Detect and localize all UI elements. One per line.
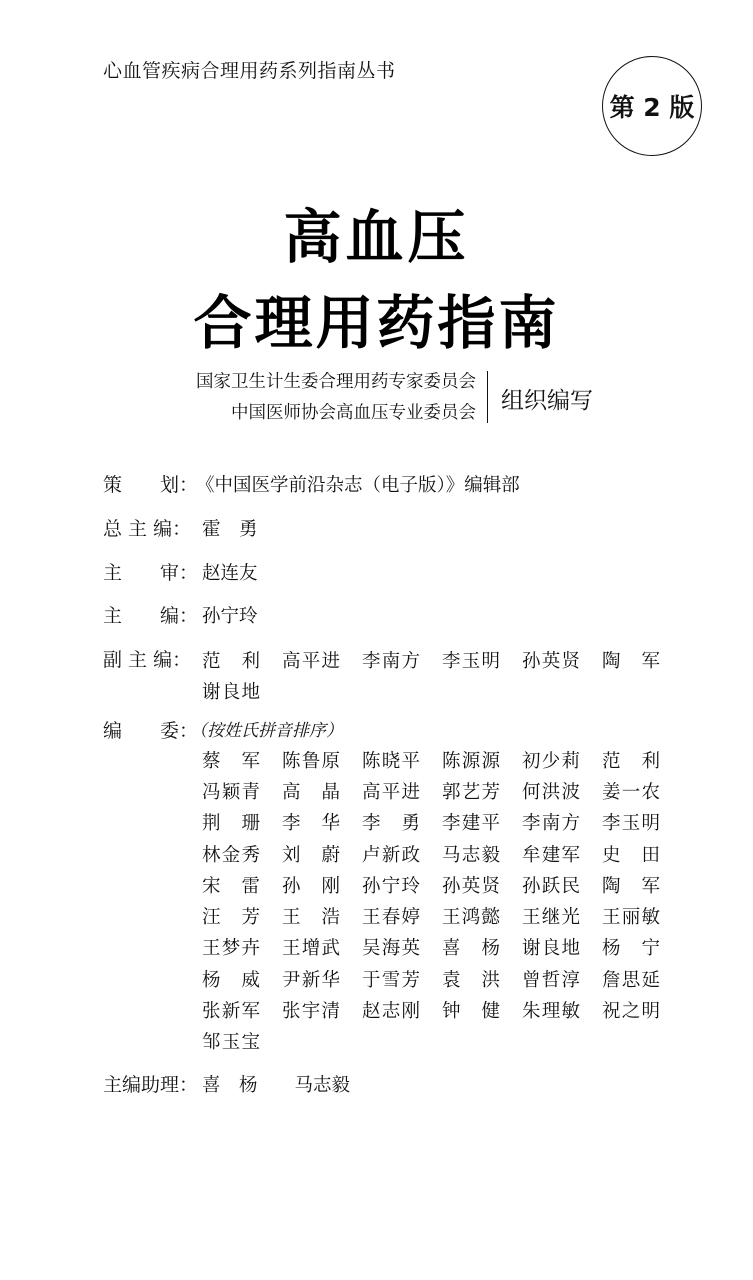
- person-name-text: 王 春 婷: [362, 907, 420, 929]
- person-name-text: 朱 理 敏: [522, 1001, 580, 1023]
- person-name-text: 李 勇: [362, 813, 420, 835]
- person-name-text: 喜 杨: [442, 938, 500, 960]
- person-name: [282, 934, 362, 960]
- person-name: [362, 809, 442, 835]
- person-name-text: 范 利: [202, 650, 260, 672]
- person-name: [282, 903, 362, 929]
- person-name: [442, 872, 522, 898]
- person-name: [362, 747, 442, 773]
- person-name-text: 马 志 毅: [442, 844, 500, 866]
- person-name: [282, 872, 362, 898]
- person-name: [602, 841, 660, 867]
- name-row: [202, 1026, 672, 1057]
- book-title-line-2: 合理用药指南: [193, 289, 560, 357]
- person-name-text: 高 平 进: [362, 781, 420, 803]
- edition-badge: 第 2 版: [602, 56, 702, 156]
- person-name-text: 张 新 军: [202, 1001, 260, 1023]
- person-name: [522, 778, 602, 804]
- person-name-text: 孙 刚: [282, 875, 340, 897]
- person-name: [602, 872, 660, 898]
- person-name: [282, 778, 362, 804]
- organizer-role: 组织编写: [501, 388, 593, 414]
- book-title-line-1: 高血压: [283, 203, 470, 271]
- person-name-text: 刘 蔚: [282, 844, 340, 866]
- person-name: [282, 647, 362, 673]
- name-row: [202, 744, 672, 775]
- name-row: [202, 807, 672, 838]
- person-name: [442, 841, 522, 867]
- person-name-text: 李 南 方: [522, 813, 580, 835]
- name-row: [202, 644, 672, 675]
- person-name-text: 史 田: [602, 844, 660, 866]
- person-name-text: 邹 玉 宝: [202, 1032, 260, 1054]
- person-name: [442, 903, 522, 929]
- name-row: [202, 675, 672, 706]
- person-name-text: 高 平 进: [282, 650, 340, 672]
- person-name: [202, 903, 282, 929]
- person-name-text: 尹 新 华: [282, 969, 340, 991]
- person-name-text: 宋 雷: [202, 875, 260, 897]
- person-name: [602, 966, 660, 992]
- series-title: 心血管疾病合理用药系列指南丛书: [103, 60, 396, 82]
- person-name-text: 张 宇 清: [282, 1001, 340, 1023]
- person-name: [442, 747, 522, 773]
- name-row: [202, 869, 672, 900]
- person-name: [522, 841, 602, 867]
- planner-value: 《中国医学前沿杂志（电子版）》编辑部: [196, 475, 520, 496]
- person-name-text: 何 洪 波: [522, 781, 580, 803]
- person-name-text: 钟 健: [442, 1001, 500, 1023]
- organizer-2: 中国医师协会高血压专业委员会: [231, 403, 476, 423]
- person-name-text: 林 金 秀: [202, 844, 260, 866]
- organizers-block: [154, 367, 476, 429]
- person-name-text: 谢 良 地: [202, 681, 260, 703]
- person-name: [202, 997, 282, 1023]
- person-name-text: 詹 思 延: [602, 969, 660, 991]
- deputy-editors-list: [202, 644, 672, 707]
- person-name: [602, 809, 660, 835]
- person-name: [362, 778, 442, 804]
- person-name-text: 王 丽 敏: [602, 907, 660, 929]
- person-name-text: 孙 跃 民: [522, 875, 580, 897]
- committee-note: （按姓氏拼音排序）: [190, 721, 343, 741]
- person-name-text: 杨 威: [202, 969, 260, 991]
- person-name: [602, 903, 660, 929]
- person-name: [202, 1028, 282, 1054]
- person-name-text: 李 南 方: [362, 650, 420, 672]
- person-name-text: 陈 晓 平: [362, 750, 420, 772]
- person-name-text: 王 梦 卉: [202, 938, 260, 960]
- person-name-text: 孙 宁 玲: [362, 875, 420, 897]
- person-name-text: 牟 建 军: [522, 844, 580, 866]
- person-name: [362, 841, 442, 867]
- person-name: [442, 997, 522, 1023]
- person-name: [522, 872, 602, 898]
- person-name-text: 汪 芳: [202, 907, 260, 929]
- person-name: [522, 647, 602, 673]
- person-name: [202, 934, 282, 960]
- committee-label: 编 委：: [103, 720, 199, 742]
- person-name: [282, 966, 362, 992]
- person-name: [442, 966, 522, 992]
- person-name-text: 陈 鲁 原: [282, 750, 340, 772]
- committee-list: [202, 744, 672, 1057]
- person-name-text: 李 华: [282, 813, 340, 835]
- reviewer-label: 主 审：: [103, 562, 199, 584]
- person-name-text: 李 玉 明: [602, 813, 660, 835]
- person-name-text: 卢 新 政: [362, 844, 420, 866]
- person-name: [442, 809, 522, 835]
- person-name-text: 谢 良 地: [522, 938, 580, 960]
- person-name-text: 郭 艺 芳: [442, 781, 500, 803]
- person-name-text: 王 鸿 懿: [442, 907, 500, 929]
- person-name: [202, 872, 282, 898]
- person-name-text: 袁 洪: [442, 969, 500, 991]
- person-name: [282, 747, 362, 773]
- person-name: [522, 747, 602, 773]
- organizer-1: 国家卫生计生委合理用药专家委员会: [196, 372, 476, 392]
- person-name: [602, 778, 660, 804]
- editor-in-chief-value: 霍 勇: [202, 519, 258, 540]
- reviewer-value: 赵连友: [202, 563, 258, 584]
- name-row: [202, 994, 672, 1025]
- person-name: [282, 809, 362, 835]
- name-row: [202, 838, 672, 869]
- person-name-text: 曾 哲 淳: [522, 969, 580, 991]
- person-name-text: 陶 军: [602, 650, 660, 672]
- person-name: [202, 678, 282, 704]
- person-name: [362, 934, 442, 960]
- person-name: [442, 778, 522, 804]
- person-name: [602, 997, 660, 1023]
- name-row: [202, 775, 672, 806]
- person-name-text: 陶 军: [602, 875, 660, 897]
- assistant-value: 喜 杨 马志毅: [202, 1075, 351, 1096]
- person-name: [362, 903, 442, 929]
- person-name-text: 蔡 军: [202, 750, 260, 772]
- name-row: [202, 963, 672, 994]
- person-name: [282, 997, 362, 1023]
- person-name: [362, 997, 442, 1023]
- deputy-editors-label: 副 主 编：: [103, 649, 192, 671]
- person-name-text: 姜 一 农: [602, 781, 660, 803]
- person-name-text: 王 继 光: [522, 907, 580, 929]
- name-row: [202, 900, 672, 931]
- person-name: [202, 809, 282, 835]
- person-name: [442, 934, 522, 960]
- person-name-text: 范 利: [602, 750, 660, 772]
- person-name-text: 王 增 武: [282, 938, 340, 960]
- person-name: [202, 966, 282, 992]
- person-name: [362, 647, 442, 673]
- person-name-text: 高 晶: [282, 781, 340, 803]
- person-name: [602, 647, 660, 673]
- person-name-text: 冯 颖 青: [202, 781, 260, 803]
- assistant-label: 主编助理：: [103, 1074, 199, 1096]
- organizer-divider: [487, 371, 488, 423]
- person-name-text: 杨 宁: [602, 938, 660, 960]
- person-name-text: 孙 英 贤: [522, 650, 580, 672]
- person-name: [522, 997, 602, 1023]
- person-name-text: 于 雪 芳: [362, 969, 420, 991]
- person-name: [202, 778, 282, 804]
- person-name: [602, 747, 660, 773]
- person-name: [362, 872, 442, 898]
- person-name: [202, 841, 282, 867]
- editor-label: 主 编：: [103, 605, 199, 627]
- person-name: [202, 647, 282, 673]
- person-name-text: 祝 之 明: [602, 1001, 660, 1023]
- person-name: [442, 647, 522, 673]
- person-name: [522, 966, 602, 992]
- person-name: [522, 809, 602, 835]
- name-row: [202, 932, 672, 963]
- person-name-text: 赵 志 刚: [362, 1001, 420, 1023]
- person-name: [522, 934, 602, 960]
- person-name-text: 吴 海 英: [362, 938, 420, 960]
- editor-value: 孙宁玲: [202, 606, 258, 627]
- person-name-text: 王 浩: [282, 907, 340, 929]
- person-name-text: 李 建 平: [442, 813, 500, 835]
- person-name: [202, 747, 282, 773]
- person-name: [522, 903, 602, 929]
- person-name-text: 初 少 莉: [522, 750, 580, 772]
- planner-label: 策 划：: [103, 474, 199, 496]
- person-name-text: 孙 英 贤: [442, 875, 500, 897]
- editor-in-chief-label: 总 主 编：: [103, 518, 192, 540]
- person-name-text: 荆 珊: [202, 813, 260, 835]
- person-name-text: 李 玉 明: [442, 650, 500, 672]
- person-name: [282, 841, 362, 867]
- person-name: [602, 934, 660, 960]
- person-name: [362, 966, 442, 992]
- person-name-text: 陈 源 源: [442, 750, 500, 772]
